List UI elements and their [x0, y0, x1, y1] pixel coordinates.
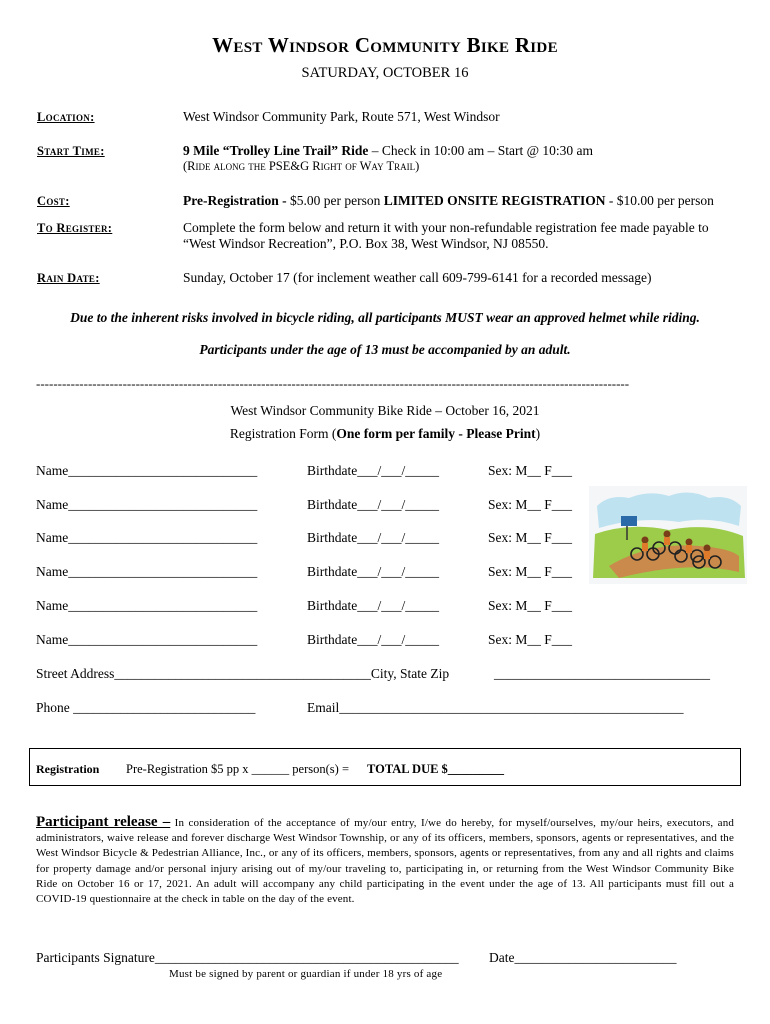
form-title: West Windsor Community Bike Ride – October 16, 2021	[230, 403, 540, 418]
participant-release	[36, 815, 734, 907]
page-title: West Windsor Community Bike Ride	[212, 33, 558, 57]
rain-date-label: Rain Date:	[37, 271, 100, 285]
sex-field[interactable]: Sex: M__ F___	[488, 497, 573, 512]
start-time-text: – Check in 10:00 am – Start @ 10:30 am	[368, 143, 594, 158]
sex-field[interactable]: Sex: M__ F___	[488, 564, 573, 579]
city-state-zip-field[interactable]: ________________________________	[494, 666, 710, 681]
birthdate-field[interactable]: Birthdate___/___/_____	[307, 564, 439, 579]
signature-field[interactable]: Participants Signature_____________________________________________	[36, 950, 459, 965]
sex-field[interactable]: Sex: M__ F___	[488, 598, 573, 613]
cut-line: -----------------------------------------------------------------------------------------------------------------------------------------	[36, 376, 630, 391]
birthdate-field[interactable]: Birthdate___/___/_____	[307, 598, 439, 613]
name-field[interactable]: Name____________________________	[36, 497, 258, 512]
sex-field[interactable]: Sex: M__ F___	[488, 632, 573, 647]
name-field[interactable]: Name____________________________	[36, 530, 258, 545]
start-time-value	[183, 143, 593, 159]
total-due[interactable]: TOTAL DUE $_________	[367, 762, 505, 776]
signature-note: Must be signed by parent or guardian if under 18 yrs of age	[169, 968, 443, 980]
rain-date-value: Sunday, October 17 (for inclement weather call 609-799-6141 for a recorded message)	[183, 270, 652, 285]
helmet-notice: Due to the inherent risks involved in bicycle riding, all participants MUST wear an approved helmet while riding.	[70, 310, 700, 325]
event-date: SATURDAY, OCTOBER 16	[301, 65, 469, 81]
name-field[interactable]: Name____________________________	[36, 463, 258, 478]
prereg-calculation[interactable]: Pre-Registration $5 pp x ______ person(s) =	[126, 762, 349, 776]
birthdate-field[interactable]: Birthdate___/___/_____	[307, 463, 439, 478]
cost-value	[183, 193, 714, 209]
cost-onsite: LIMITED ONSITE REGISTRATION	[383, 193, 606, 208]
start-time-note: (Ride along the PSE&G Right of Way Trail)	[183, 159, 420, 173]
date-field[interactable]: Date________________________	[489, 950, 677, 965]
release-text: In consideration of the acceptance of my/our entry, I/we do hereby, for myself/ourselves, my/our heirs, executors, and administrators, waive release and forever discharge West Windsor Township, or any of its officers, members, sponsors, agents or representatives, and the West Windsor Bicycle & Pedestrian Alliance, Inc., or any of its officers, members, sponsors, agents or representatives, from any and all rights and claims for property damage and/or personal injury arising out of my/our traveling to, participating in, or returning from the West Windsor Community Bike Ride on October 16 or 17, 2021. An adult will accompany any child participating in the event under the age of 13. All participants must fill out a COVID-19 questionnaire at the check in table on the day of the event.	[36, 817, 734, 906]
name-field[interactable]: Name____________________________	[36, 564, 258, 579]
register-label: To Register:	[37, 221, 113, 235]
register-value: Complete the form below and return it with your non-refundable registration fee made payable to	[183, 220, 709, 235]
street-address-field[interactable]: Street Address______________________________________City, State Zip	[36, 666, 450, 681]
form-subtitle-prefix: Registration Form (	[229, 426, 337, 441]
bike-riders-icon	[589, 486, 747, 584]
cost-onsite-price: - $10.00 per person	[605, 193, 714, 208]
bike-riders-illustration	[589, 486, 747, 584]
location-label: Location:	[37, 110, 95, 124]
name-field[interactable]: Name____________________________	[36, 598, 258, 613]
start-time-label: Start Time:	[37, 144, 105, 158]
cost-label: Cost:	[37, 194, 70, 208]
phone-field[interactable]: Phone ___________________________	[36, 700, 256, 715]
birthdate-field[interactable]: Birthdate___/___/_____	[307, 530, 439, 545]
registration-label: Registration	[36, 762, 100, 776]
form-subtitle-suffix: )	[535, 426, 541, 441]
sex-field[interactable]: Sex: M__ F___	[488, 530, 573, 545]
birthdate-field[interactable]: Birthdate___/___/_____	[307, 632, 439, 647]
name-field[interactable]: Name____________________________	[36, 632, 258, 647]
location-value: West Windsor Community Park, Route 571, West Windsor	[183, 109, 500, 124]
cost-prereg-price: $5.00 per person	[286, 193, 384, 208]
age-notice: Participants under the age of 13 must be accompanied by an adult.	[199, 342, 571, 357]
cost-prereg: Pre-Registration -	[183, 193, 287, 208]
register-address: “West Windsor Recreation”, P.O. Box 38, West Windsor, NJ 08550.	[183, 236, 549, 251]
start-time-ride-name: 9 Mile “Trolley Line Trail” Ride	[183, 143, 369, 158]
email-field[interactable]: Email___________________________________________________	[307, 700, 684, 715]
sex-field[interactable]: Sex: M__ F___	[488, 463, 573, 478]
release-heading: Participant release –	[36, 814, 171, 830]
form-subtitle-bold: One form per family - Please Print	[336, 426, 536, 441]
birthdate-field[interactable]: Birthdate___/___/_____	[307, 497, 439, 512]
form-subtitle	[0, 426, 770, 442]
